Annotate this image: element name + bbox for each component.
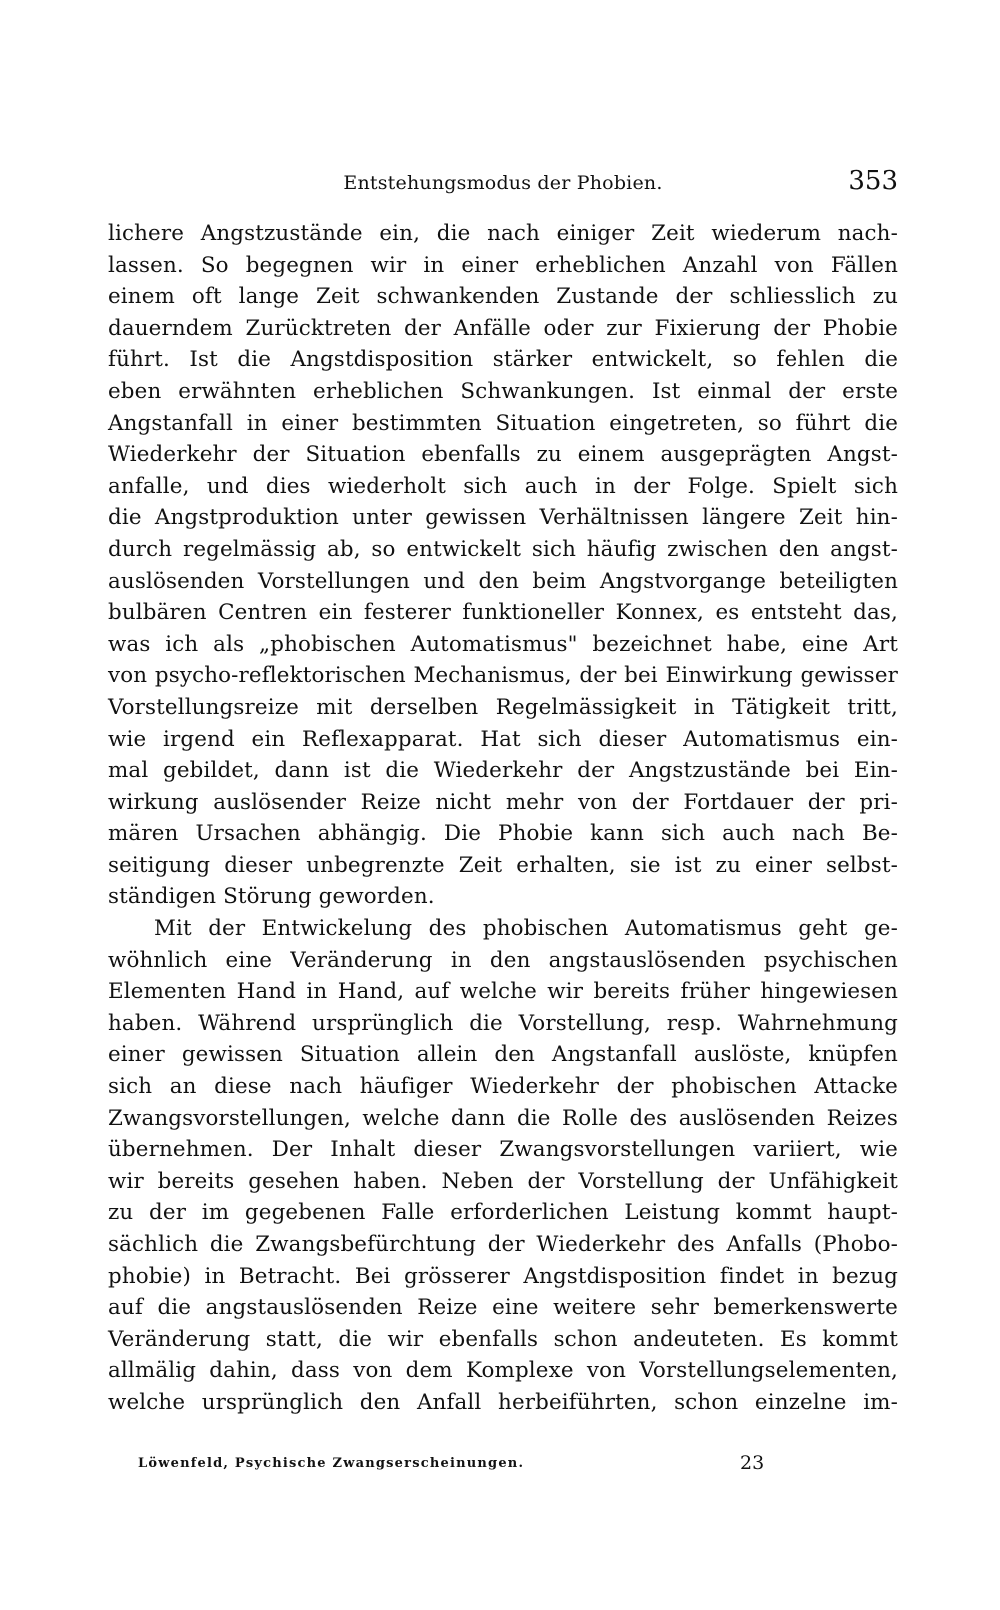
text-line: Zwangsvorstellungen, welche dann die Rolle des auslösenden Reizes [108,1105,898,1131]
text-line: zu der im gegebenen Falle erforderlichen Leistung kommt haupt- [108,1200,898,1226]
body-text [108,218,898,1419]
text-line: wir bereits gesehen haben. Neben der Vorstellung der Unfähigkeit [108,1168,898,1194]
text-line: durch regelmässig ab, so entwickelt sich häufig zwischen den angst- [108,536,898,562]
text-line: dauerndem Zurücktreten der Anfälle oder zur Fixierung der Phobie [108,315,898,341]
page-footer [108,1452,808,1480]
text-line: Veränderung statt, die wir ebenfalls schon andeuteten. Es kommt [108,1326,898,1352]
text-line: sich an diese nach häufiger Wiederkehr der phobischen Attacke [108,1074,898,1100]
text-line: lassen. So begegnen wir in einer erheblichen Anzahl von Fällen [108,252,898,278]
page-number: 353 [848,166,898,196]
text-line: auslösenden Vorstellungen und den beim Angstvorgange beteiligten [108,568,898,594]
text-line: phobie) in Betracht. Bei grösserer Angstdisposition findet in bezug [108,1263,898,1289]
running-head [108,166,898,200]
text-line: wie irgend ein Reflexapparat. Hat sich dieser Automatismus ein- [108,726,898,752]
text-line: mären Ursachen abhängig. Die Phobie kann sich auch nach Be- [108,821,898,847]
text-line: lichere Angstzustände ein, die nach einiger Zeit wiederum nach- [108,221,898,246]
text-line: eben erwähnten erheblichen Schwankungen. Ist einmal der erste [108,378,898,404]
text-line: Angstanfall in einer bestimmten Situation eingetreten, so führt die [108,410,898,436]
text-line: seitigung dieser unbegrenzte Zeit erhalten, sie ist zu einer selbst- [108,852,898,878]
text-line: die Angstproduktion unter gewissen Verhältnissen längere Zeit hin- [108,505,898,531]
text-line: sächlich die Zwangsbefürchtung der Wiederkehr des Anfalls (Phobo- [108,1232,898,1257]
text-line: einer gewissen Situation allein den Angstanfall auslöste, knüpfen [108,1042,898,1068]
text-line: bulbären Centren ein festerer funktioneller Konnex, es entsteht das, [108,600,898,626]
signature-mark: 23 [740,1452,765,1474]
text-line: einem oft lange Zeit schwankenden Zustande der schliesslich zu [108,284,898,310]
text-line: haben. Während ursprünglich die Vorstellung, resp. Wahrnehmung [108,1010,898,1036]
text-line: auf die angstauslösenden Reize eine weitere sehr bemerkenswerte [108,1295,898,1321]
text-line: Mit der Entwickelung des phobischen Automatismus geht ge- [154,916,898,942]
text-line: wöhnlich eine Veränderung in den angstauslösenden psychischen [108,947,898,973]
text-line: ständigen Störung geworden. [108,884,435,910]
text-line: anfalle, und dies wiederholt sich auch in der Folge. Spielt sich [108,473,898,499]
text-line: übernehmen. Der Inhalt dieser Zwangsvorstellungen variiert, wie [108,1137,898,1163]
footer-citation: Löwenfeld, Psychische Zwangserscheinungen. [138,1456,525,1471]
text-line: mal gebildet, dann ist die Wiederkehr der Angstzustände bei Ein- [108,758,898,784]
text-line: was ich als „phobischen Automatismus" bezeichnet habe, eine Art [108,631,898,657]
text-line: Wiederkehr der Situation ebenfalls zu einem ausgeprägten Angst- [108,442,898,468]
text-line: Elementen Hand in Hand, auf welche wir bereits früher hingewiesen [108,979,898,1005]
text-line: führt. Ist die Angstdisposition stärker entwickelt, so fehlen die [108,347,898,373]
text-line: allmälig dahin, dass von dem Komplexe von Vorstellungselementen, [108,1358,898,1384]
text-line: welche ursprünglich den Anfall herbeiführten, schon einzelne im- [108,1389,898,1415]
text-line: von psycho-reflektorischen Mechanismus, der bei Einwirkung gewisser [108,663,898,689]
text-line: Vorstellungsreize mit derselben Regelmässigkeit in Tätigkeit tritt, [108,694,898,720]
text-line: wirkung auslösender Reize nicht mehr von der Fortdauer der pri- [108,789,898,815]
running-title: Entstehungsmodus der Phobien. [343,172,663,194]
